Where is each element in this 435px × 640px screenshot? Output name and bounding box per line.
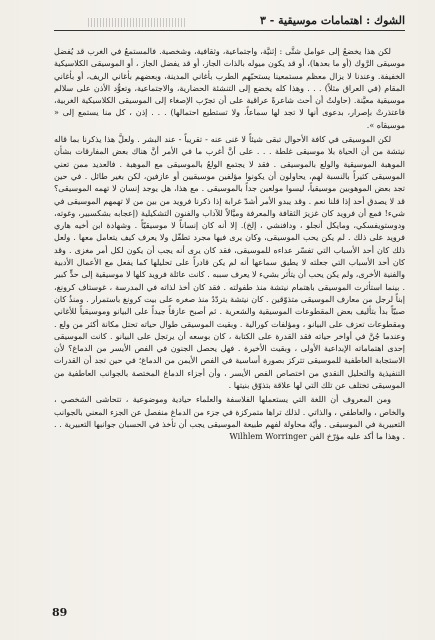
body-text [54, 46, 405, 566]
paragraph-3 [54, 394, 405, 443]
header-rule [54, 30, 405, 31]
paragraph-3-text: ومن المعروف أن اللغة التي يستعملها الفلاسفة والعلماء حيادية وموضوعية ، تتحاشى الشخصي ، والخاص ، والعاطفي ، والذاتي . لذلك تراها متمركزة في جزء من الدماغ منفصل عن الجزء المعني بالجوانب التعبيرية في الموسيقى . وأيّة محاولة لفهم طبيعة الموسيقى يجب أن تأخذ في الحسبان جوانبها التعبيرية . . . وهذا ما أكد عليه مؤرّخ الفن [54, 395, 405, 442]
paragraph-2: لكن الموسيقى في كافة الأحوال تبقى شيئاً لا غنى عنه - تقريباً - عند البشر . ولعلَّ هذا يذكرنا بما قاله نيتشة من أن الحياة بلا موسيقى غلطة . . . على أنَّ أغرب ما في الأمر أنَّ هناك بعض المفارقات بشأن الموهبة الموسيقية والولع بالموسيقى . فقد لا يجتمع الولعُ بالموسيقى مع الموهبة . فالعديد ممن تعني الموسيقى كثيراً بالنسبة لهم، يحاولون أن يكونوا مؤلفين موسيقيين أو عازفين، لكن بغير طائل . في حين تجد بعض الموهوبين موسيقياً، ليسوا مولعين جداً بالموسيقى . مع هذا، هل يوجد إنسان لا تهمه الموسيقى؟ قد لا يصدق أحد إذا قلنا نعم . وقد يبدو الأمر أشدّ غرابة إذا ذكرنا فرويد من بين من لا تهمهم الموسيقى في شيء! فمع أن فرويد كان غزيرَ الثقافة والمعرفة وميَّالاً للآداب والفنون التشكيلية (إعجابه بشكسبير، وغوته، ودوستويفسكي، ومايكل أنجلو ، ودافنشي ، إلخ). إلا أنه كان إنساناً لا موسيقيّاً . وشهادة ابن أخيه هاري فرويد على ذلك . لم يكن يحب الموسيقى، وكان يرى فيها مجرد تطفّل ولا يعرف كيف يتعامل معها . ولعل ذلك كان أحد الأسباب التي تفسّر عداءه للموسيقى، فقد كان يرى أنه يجب أن يكون لكل أمر مغزى . وقد كان أحد الأسباب التي جعلته لا يطيق سماعها أنه لم يكن قادراً على تحليلها كما يفعل مع الأعمال الأدبية والفنية الأخرى، ولم يكن يحب أن يتأثر بشيء لا يعرف سببه . كانت عائلة فرويد كلها لا موسيقية إلى حدٍّ كبير . بينما استأثرت الموسيقى باهتمام نيتشة منذ طفولته . فقد كان أخذ لذاته في المدرسة ، غوستاف كرونغ، إبناً لرجل من معارف الموسيقى متذوّقين . كان نيتشة يتردّدُ منذ صغره على بيت كرونغ باستمرار . ومنذُ كان صبيّاً بدأ بتأليف بعض المقطوعات الموسيقية والشعرية . ثم أصبح عازفاً جيداً على البيانو وموسيقياً للأغاني ومقطوعات تعزف على البيانو ، ومؤلفات كورالية . وبقيت الموسيقى طوال حياته تحتل مكانة أكثر من ولع . وعندما جُنَّ في أواخر حياته فقد القدرة على الكتابة ، كان بوسعه أن يرتجل على البيانو . كانت الموسيقى إحدى اهتماماته الإبداعية الأولى ، وبقيت الأخيرة . فهل يحصل الجنون في الفص الأيسر من الدماغ؟ لأن الاستجابة العاطفية للموسيقى تتركز بصورة أساسية في الفص الأيمن من الدماغ؛ في حين تجد أن القدرات التنفيذية والتحليل النقدي من اختصاص الفص الأيسر ، وأن أجزاء الدماغ المختصة بالجوانب العاطفية من الموسيقى تختلف عن تلك التي لها علاقة بتذوّق بنيتها . [54, 135, 405, 391]
running-header-title: الشوك : اهتمامات موسيقية - ٣ [259, 14, 405, 27]
running-header [0, 14, 435, 34]
page-number: 89 [52, 606, 68, 619]
latin-name: Wilhlem Worringer [229, 432, 307, 442]
paragraph-1: لكن هذا يخضعُ إلى عوامل شتَّى : إثنيَّة، واجتماعية، وثقافية، وشخصية. فالمستمعُ في الغرب قد يُفضل موسيقى الرَّوك (أو ما بعدها)، أو قد يكون ميوله بالذات الجاز، أو قد يفضل الجاز ، أو الموسيقى الكلاسيكية الخفيفة. وعندنا لا يزال معظم مستمعينا يستحبّهم الطرب بأغاني المدينة، وبعضهم بأغاني الريف، أو بأغاني المقام (في العراق مثلاً) . . . وهذا كله يخضع إلى التنشئة الحضارية، والاجتماعية، وتعوُّد الأذن على سلالم موسيقية معيَّنة. (حاولتُ أن أحث شاعرةً عراقية على أن تجرّب الإصغاء إلى الموسيقى الكلاسيكية الغربية، فاعتذرتْ بإصرار، بدعوى أنها لا تجد لها سماعاً، ولا تستطيع احتمالها) . . . إذن ، كل منا يستمع إلى « موسيقاه ». [54, 47, 405, 130]
header-decoration [88, 18, 187, 27]
